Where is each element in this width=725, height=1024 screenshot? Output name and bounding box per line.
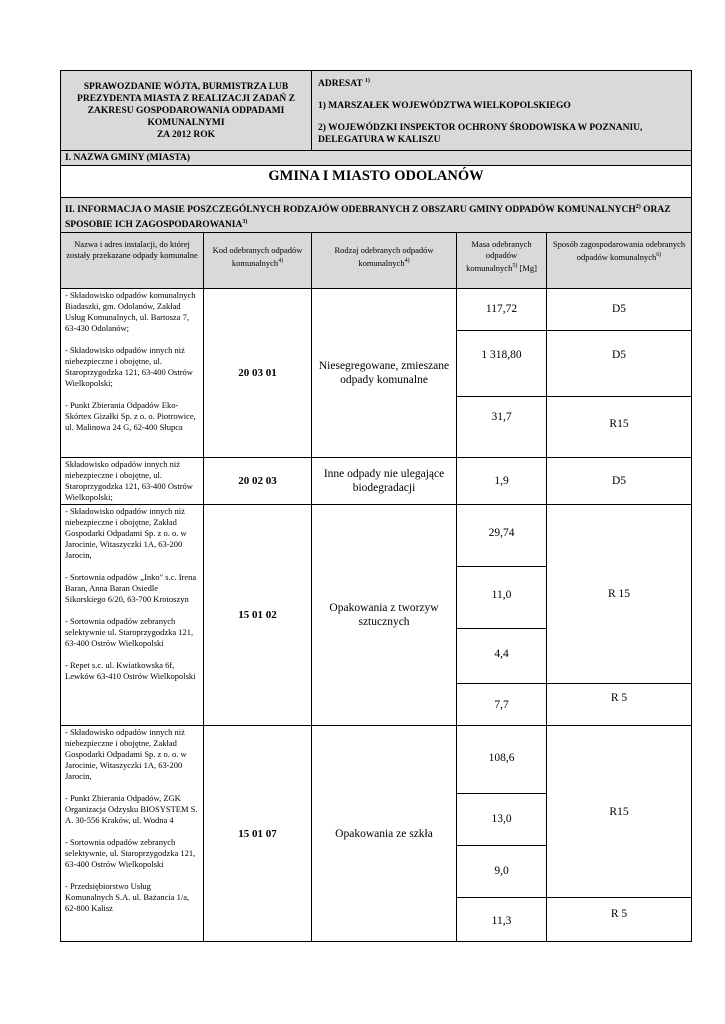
disposal-method: D5 (547, 289, 692, 331)
installation-entry: - Składowisko odpadów innych niż niebezpieczne i obojętne, Zakład Gospodarki Odpadami Sp. z o. o. w Jarocinie, Witaszyczki 1A, 63-200 Jarocin, (65, 506, 187, 561)
waste-mass: 11,3 (457, 898, 547, 942)
waste-mass: 13,0 (457, 794, 547, 846)
installation-entry: - Składowisko odpadów innych niż niebezpieczne i obojętne, Zakład Gospodarki Odpadami Sp. z o. o. w Jarocinie, Witaszyczki 1A, 63-200 Jarocin, (65, 727, 187, 782)
waste-code: 15 01 02 (204, 505, 312, 726)
waste-mass: 11,0 (457, 567, 547, 629)
adresat-inspector: 2) WOJEWÓDZKI INSPEKTOR OCHRONY ŚRODOWISKA W POZNANIU, DELEGATURA W KALISZU (318, 123, 643, 146)
report-year: ZA 2012 ROK (156, 130, 216, 140)
installation-entry: - Składowisko odpadów komunalnych Biadaszki, gm. Odolanów, Zakład Usług Komunalnych, ul. Bartosza 7, 63-430 Odolanów; (65, 290, 196, 334)
adresat-footnote: 1) (364, 78, 370, 84)
waste-code: 20 02 03 (204, 458, 312, 505)
gmina-name: GMINA I MIASTO ODOLANÓW (61, 166, 692, 198)
disposal-method: D5 (547, 458, 692, 505)
section-2-label: II. INFORMACJA O MASIE POSZCZEGÓLNYCH RODZAJÓW ODEBRANYCH Z OBSZARU GMINY ODPADÓW KOMUNALNYCH$^{2)}$ ORAZ SPOSOBIE ICH ZAGOSPODAROWANIA$^{3)}$ (61, 198, 692, 233)
adresat-label: ADRESAT (318, 79, 363, 90)
installation-list-15-01-07 (61, 726, 204, 942)
disposal-method: R 5 (547, 684, 692, 726)
waste-kind: Inne odpady nie ulegające biodegradacji (312, 458, 457, 505)
installation-entry: - Repet s.c. ul. Kwiatkowska 6f, Lewków 63-410 Ostrów Wielkopolski (65, 660, 196, 682)
waste-code: 15 01 07 (204, 726, 312, 942)
installation-list-20-02-03 (61, 458, 204, 505)
waste-mass: 1 318,80 (457, 331, 547, 397)
disposal-method: R15 (547, 726, 692, 898)
installation-list-15-01-02 (61, 505, 204, 726)
waste-mass: 7,7 (457, 684, 547, 726)
installation-entry: - Sortownia odpadów „Inko" s.c. Irena Baran, Anna Baran Osiedle Sikorskiego 6/20, 63-700 Krotoszyn (65, 572, 197, 605)
waste-mass: 9,0 (457, 846, 547, 898)
waste-mass: 31,7 (457, 397, 547, 458)
column-header-kind: Rodzaj odebranych odpadów komunalnych$^{4)}$ (312, 233, 457, 289)
adresat-cell (312, 71, 692, 151)
installation-entry: - Punkt Zbierania Odpadów, ZGK Organizacja Odzysku BIOSYSTEM S. A. 30-556 Kraków, ul. Wodna 4 (65, 793, 198, 826)
column-header-method: Sposób zagospodarowania odebranych odpadów komunalnych$^{6)}$ (547, 233, 692, 289)
column-header-code: Kod odebranych odpadów komunalnych$^{4)}$ (204, 233, 312, 289)
report-title-cell (61, 71, 312, 151)
waste-mass: 117,72 (457, 289, 547, 331)
column-header-installation: Nazwa i adres instalacji, do której zostały przekazane odpady komunalne (61, 233, 204, 289)
waste-mass: 4,4 (457, 629, 547, 684)
waste-kind: Opakowania z tworzyw sztucznych (312, 505, 457, 726)
disposal-method: R 5 (547, 898, 692, 942)
waste-mass: 108,6 (457, 726, 547, 794)
waste-kind: Opakowania ze szkła (312, 726, 457, 942)
disposal-method: D5 (547, 331, 692, 397)
waste-code: 20 03 01 (204, 289, 312, 458)
disposal-method: R15 (547, 397, 692, 458)
section-1-label: I. NAZWA GMINY (MIASTA) (61, 151, 692, 166)
column-header-mass: Masa odebranych odpadów komunalnych$^{5)}$ [Mg] (457, 233, 547, 289)
waste-mass: 29,74 (457, 505, 547, 567)
installation-list-20-03-01 (61, 289, 204, 458)
installation-entry: - Sortownia odpadów zebranych selektywnie, ul. Staroprzygodzka 121, 63-400 Ostrów Wielkopolski (65, 837, 196, 870)
waste-mass: 1,9 (457, 458, 547, 505)
installation-entry: - Przedsiębiorstwo Usług Komunalnych S.A. ul. Bażancia 1/a, 62-800 Kalisz (65, 881, 190, 914)
installation-entry: - Składowisko odpadów innych niż niebezpieczne i obojętne, ul. Staroprzygodzka 121, 63-400 Ostrów Wielkopolski; (65, 345, 193, 389)
disposal-method: R 15 (547, 505, 692, 684)
adresat-marshal: 1) MARSZAŁEK WOJEWÓDZTWA WIELKOPOLSKIEGO (318, 101, 571, 112)
waste-kind: Niesegregowane, zmieszane odpady komunalne (312, 289, 457, 458)
report-form (60, 70, 691, 942)
installation-entry: - Sortownia odpadów zebranych selektywnie ul. Staroprzygodzka 121, 63-400 Ostrów Wielkopolski (65, 616, 194, 649)
installation-entry: - Punkt Zbierania Odpadów Eko-Skórtex Gizałki Sp. z o. o. Piotrowice, ul. Malinowa 24 G, 62-400 Słupca (65, 400, 196, 433)
report-title: SPRAWOZDANIE WÓJTA, BURMISTRZA LUB PREZYDENTA MIASTA Z REALIZACJI ZADAŃ Z ZAKRESU GOSPODAROWANIA ODPADAMI KOMUNALNYMI (77, 82, 295, 128)
installation-entry: Składowisko odpadów innych niż niebezpieczne i obojętne, ul. Staroprzygodzka 121, 63-400 Ostrów Wielkopolski; (65, 459, 193, 503)
report-table (60, 70, 692, 942)
